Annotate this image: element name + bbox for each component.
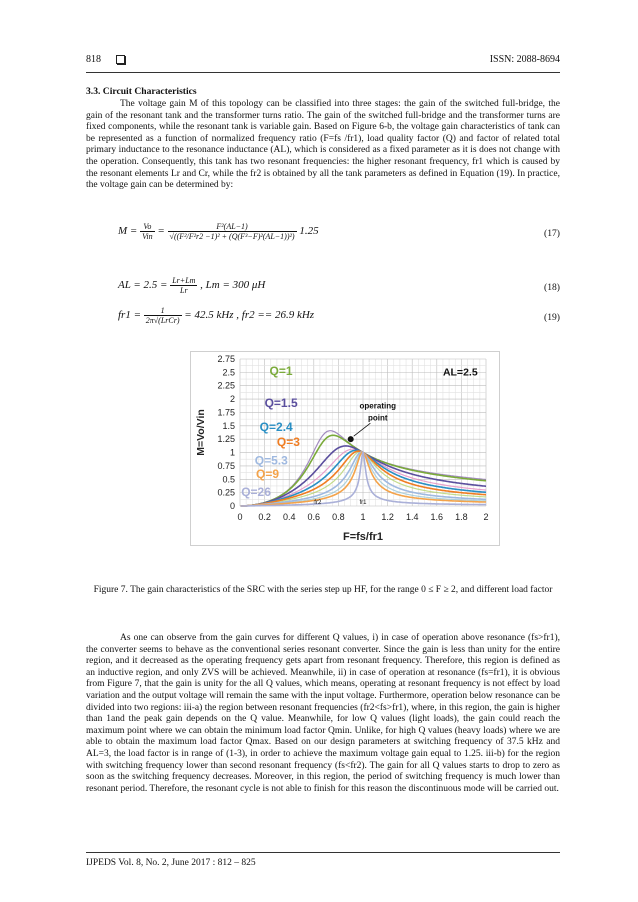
x-tick-label: 0.2 [258, 512, 271, 522]
gain-chart [190, 351, 500, 546]
y-axis-label: M=Vo/Vin [195, 409, 207, 456]
series-label: Q=1.5 [264, 396, 298, 411]
equation-17: M = $\frac{Vo}{\text{Vin}}$ = $\frac{\text{F²(AL−1)}}{\text{√((F²/F²r2 −1)² + (Q(F³−F)²(AL−1))²)}}$ 1.25 [118, 222, 319, 241]
x-tick-label: 0.4 [282, 512, 296, 522]
series-label: Q=5.3 [254, 453, 288, 468]
equation-18-number: (18) [544, 282, 560, 293]
square-bullet-icon [116, 55, 125, 64]
y-tick-label: 0.75 [217, 460, 235, 471]
x-axis-label: F=fs/fr1 [342, 531, 384, 543]
operating-point-label: point [367, 413, 388, 423]
equation-18: AL = 2.5 = $\frac{Lr+Lm}{Lr}$ , Lm = 300 μH [118, 276, 266, 295]
y-tick-label: 2.75 [217, 354, 235, 364]
page-header [86, 54, 560, 70]
page-footer: IJPEDS Vol. 8, No. 2, June 2017 : 812 – 825 [86, 858, 256, 868]
series-label: Q=26 [241, 484, 271, 499]
y-tick-label: 1.75 [217, 407, 235, 418]
fr2-marker: fr2 [314, 500, 322, 506]
series-label: Q=1 [269, 364, 293, 379]
y-tick-label: 0 [229, 501, 235, 511]
x-tick-label: 1.4 [405, 512, 419, 522]
y-tick-label: 1.25 [217, 434, 235, 445]
x-tick-label: 1.6 [430, 512, 444, 522]
y-tick-label: 1 [229, 447, 235, 458]
x-tick-label: 1 [360, 512, 366, 522]
y-tick-label: 1.5 [222, 420, 235, 431]
series-label: Q=9 [255, 467, 280, 482]
equation-19: fr1 = $\frac{1}{\text{2π√(LrCr)}}$ = 42.5 kHz , fr2 == 26.9 kHz [118, 306, 315, 325]
series-label: Q=2.4 [259, 420, 293, 435]
y-tick-label: 0.25 [217, 487, 235, 498]
x-tick-label: 0 [237, 512, 243, 522]
paragraph-analysis: As one can observe from the gain curves for different Q values, i) in case of operation above resonance (fs>fr1), the converter seems to behave as the conventional series resonant converter. Since the gain is less than unity for the entire region, and it decreased as the operating frequency gets apart from resonant frequency. Therefore, this region is defined as an inductive region, and only ZVS will be achieved. Meanwhile, ii) in case of operation at resonance (fs=fr1), it is obvious from Figure 7, that the gain is unity for the all Q values, which means, operating at resonant frequency is not effect by load variation and the output voltage will remain the same with the input voltage. Furthermore, operation below resonance can be divided into two regions: iii-a) the region between resonant frequencies (fr2<fs>fr1), where, in this region, the gain is higher than 1and the peak gain depends on the Q value. Meanwhile, for low Q values (light loads), the gain could reach the maximum point where we can obtain the minimum load factor Qmin. Unlike, for high Q values (heavy loads) where we are able to obtain the maximum load factor Qmax. Based on our design parameters at switching frequency of 37.5 kHz and AL=3, the load factor is in range of (1-3), in order to achieve the maximum voltage gain equal to 1.25. iii-b) for the region with switching frequency lower than second resonant frequency (fs<fr2). The gain for all Q values starts to drop to zero as soon as the switching frequency decreases. Moreover, in this region, the period of switching frequency is much lower than resonant period. Therefore, the resonant cycle is not able to finish for this reason the discontinuous mode will be carried out. [86, 633, 560, 794]
fr1-marker: fr1 [359, 500, 367, 506]
x-tick-label: 1.8 [455, 512, 468, 522]
x-tick-label: 1.2 [381, 512, 394, 522]
equation-17-number: (17) [544, 228, 560, 239]
y-tick-label: 2.25 [217, 380, 235, 391]
issn-text: ISSN: 2088-8694 [489, 54, 560, 65]
x-tick-label: 0.8 [332, 512, 345, 522]
section-title: 3.3. Circuit Characteristics [86, 86, 197, 97]
operating-point-marker [348, 436, 354, 442]
header-rule [86, 72, 560, 73]
y-tick-label: 2.5 [222, 367, 235, 378]
y-tick-label: 2 [229, 394, 235, 405]
x-tick-label: 2 [483, 512, 489, 522]
y-tick-label: 0.5 [222, 474, 235, 485]
footer-rule [86, 852, 560, 853]
paragraph-intro: The voltage gain M of this topology can be classified into three stages: the gain of the switched full-bridge, the gain of the resonant tank and the transformer turns ratio. The gain of the switched full-bridge and the transformer turns are fixed components, while the resonant tank is variable gain. Based on Figure 6-b, the voltage gain characteristics of tank can be represented as a function of normalized frequency ratio (F=fs /fr1), load quality factor (Q) and factor of related total primary inductance to the resonance inductance (AL), which is considered as a fixed parameter as it is does not change with the operation. Consequently, this tank has two resonant frequencies: the higher resonant frequency, fr1 which is caused by the resonant elements Lr and Cr, while the fr2 is obtained by all the tank parameters as defined in Equation (19). In practice, the voltage gain can be determined by: [86, 99, 560, 191]
x-tick-label: 0.6 [307, 512, 321, 522]
equation-19-number: (19) [544, 312, 560, 323]
page-number: 818 [86, 54, 101, 65]
series-label: Q=3 [276, 435, 300, 450]
operating-point-label: operating [359, 401, 396, 411]
al-annotation: AL=2.5 [442, 366, 478, 379]
figure-caption: Figure 7. The gain characteristics of the SRC with the series step up HF, for the range 0 ≤ F ≥ 2, and different load factor [93, 585, 553, 595]
